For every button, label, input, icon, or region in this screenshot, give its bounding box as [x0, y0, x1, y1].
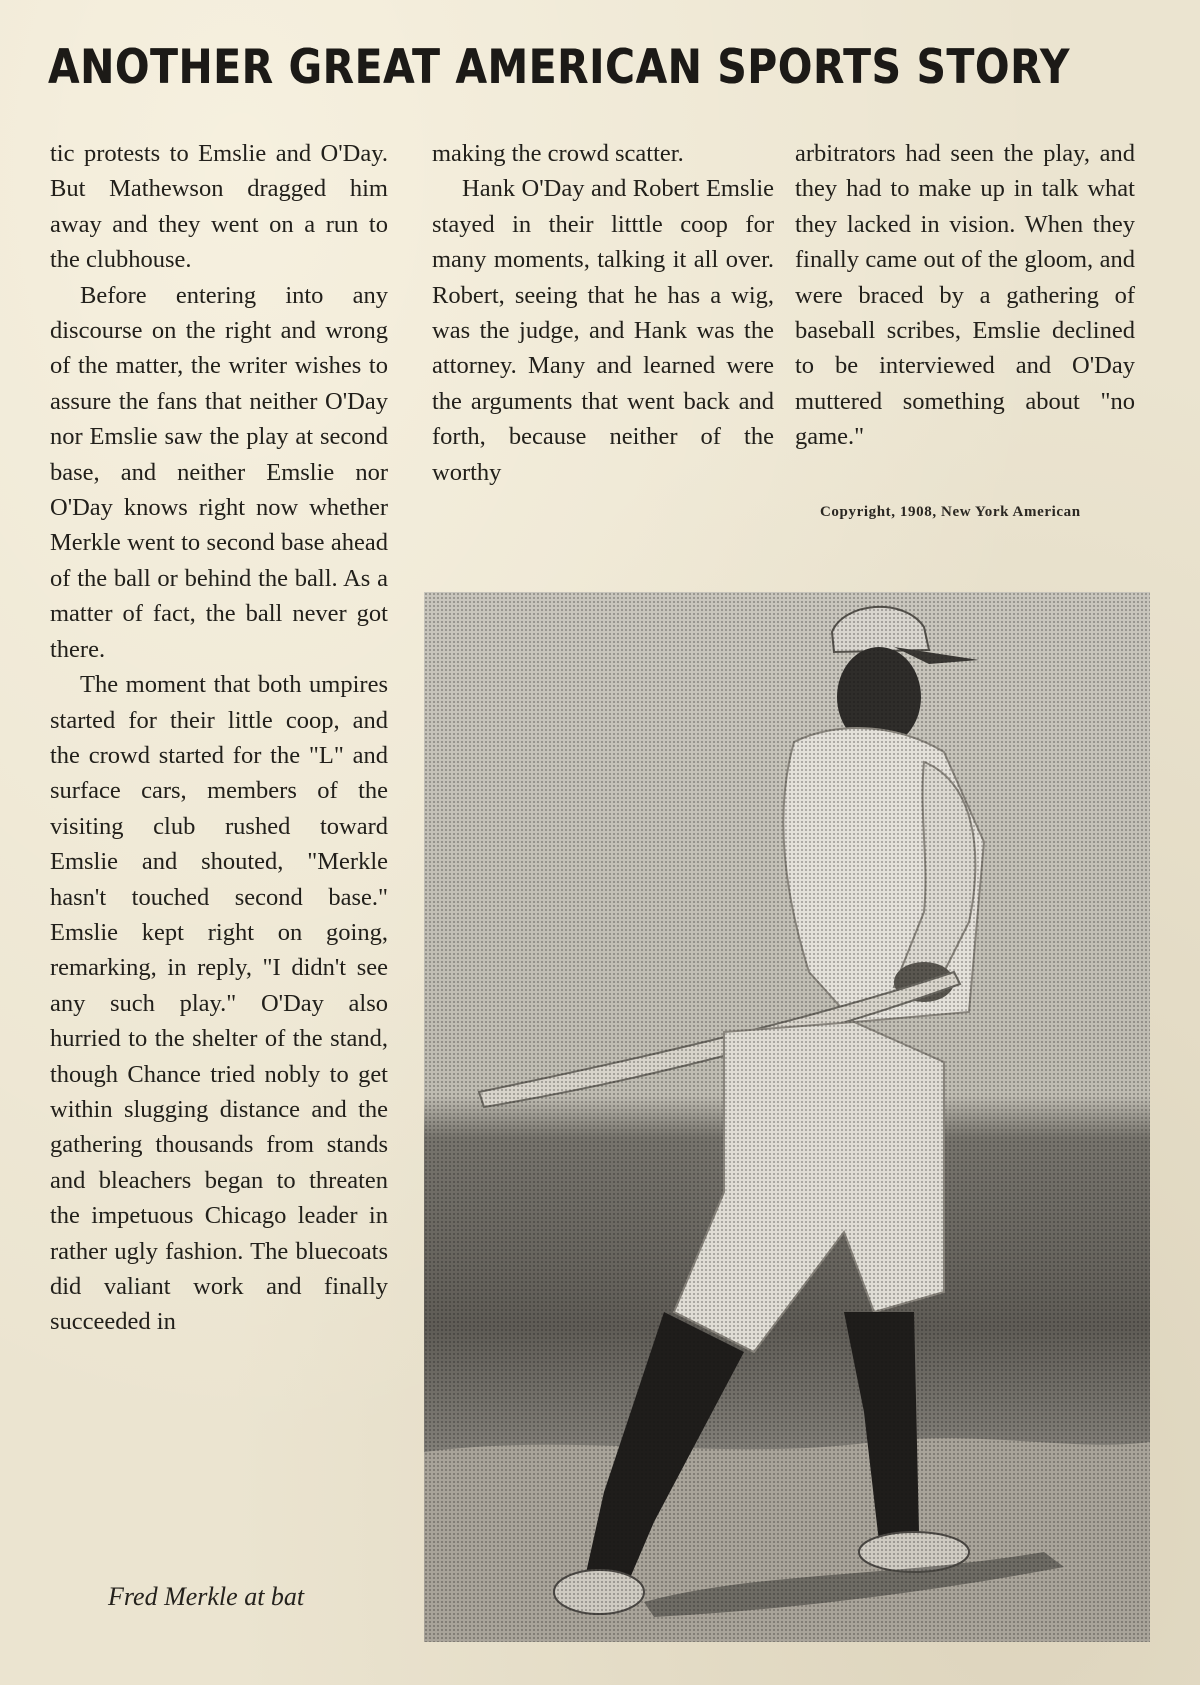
headline: ANOTHER GREAT AMERICAN SPORTS STORY: [48, 40, 1070, 95]
paragraph: Hank O'Day and Robert Emslie stayed in their litttle coop for many moments, talking it all over. Robert, seeing that he has a wig, was the judge, and Hank was the attorney. Many and learned were the arguments that went back and forth, because neither of the worthy: [432, 175, 774, 486]
copyright-line: Copyright, 1908, New York American: [820, 504, 1081, 520]
paragraph: The moment that both umpires started for their little coop, and the crowd started for the "L" and surface cars, members of the visiting club rushed toward Emslie and shouted, "Merkle hasn't touched second base." Emslie kept right on going, remarking, in reply, "I didn't see any such play." O'Day also hurried to the shelter of the stand, though Chance tried nobly to get within slugging distance and the gathering thousands from stands and bleachers began to threaten the impetuous Chicago leader in rather ugly fashion. The bluecoats did valiant work and finally succeeded in: [50, 671, 388, 1336]
batter-illustration: [424, 592, 1150, 1642]
text-column-2: [432, 136, 774, 490]
photo-caption: Fred Merkle at bat: [108, 1582, 305, 1611]
paragraph: arbitrators had seen the play, and they had to make up in talk what they lacked in vision. When they finally came out of the gloom, and were braced by a gathering of baseball scribes, Emslie declined to be interviewed and O'Day muttered something about "no game.": [795, 140, 1135, 451]
text-column-1: [50, 136, 388, 1340]
paragraph: making the crowd scatter.: [432, 140, 684, 167]
paragraph: tic protests to Emslie and O'Day. But Mathewson dragged him away and they went on a run to the clubhouse.: [50, 140, 388, 274]
text-column-3: [795, 136, 1135, 455]
paragraph: Before entering into any discourse on the right and wrong of the matter, the writer wishes to assure the fans that neither O'Day nor Emslie saw the play at second base, and neither Emslie nor O'Day knows right now whether Merkle went to second base ahead of the ball or behind the ball. As a matter of fact, the ball never got there.: [50, 281, 388, 663]
halftone-photo: [424, 592, 1150, 1642]
